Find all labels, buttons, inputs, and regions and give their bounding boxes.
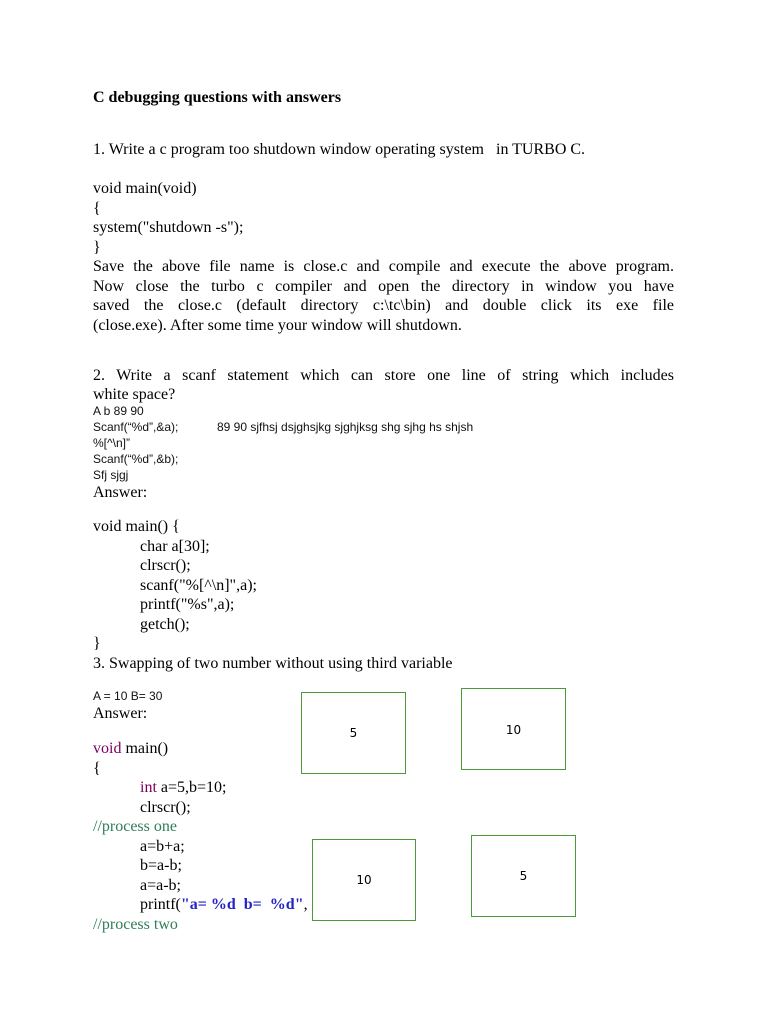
value-box-a-after: 10 (312, 839, 416, 921)
code-comment: //process two (93, 916, 178, 933)
code-line: a=b+a; (140, 838, 185, 855)
note-line: A = 10 B= 30 (93, 689, 163, 703)
answer-label: Answer: (93, 484, 148, 501)
code-line: { (93, 760, 101, 777)
code-line: clrscr(); (140, 557, 191, 574)
code-line: } (93, 635, 101, 652)
code-line: void main(void) (93, 180, 197, 197)
code-line: printf("%s",a); (140, 596, 235, 613)
keyword: int (140, 779, 157, 796)
code-line: { (93, 200, 101, 217)
question-2-cont: white space? (93, 386, 176, 403)
question-2: 2. Write a scanf statement which can store one line of string which includes (93, 367, 674, 384)
note-line: Scanf(“%d”,&b); (93, 452, 179, 466)
page-title: C debugging questions with answers (93, 89, 342, 106)
question-3: 3. Swapping of two number without using third variable (93, 655, 453, 672)
code-line (140, 778, 226, 798)
code-line (140, 895, 308, 915)
value-box-a-before: 5 (301, 692, 406, 774)
code-line: system("shutdown -s"); (93, 219, 244, 236)
value-box-b-after: 5 (471, 835, 576, 917)
note-line: A b 89 90 (93, 404, 144, 418)
note-line: Sfj sjgj (93, 468, 129, 482)
code-line (93, 739, 168, 759)
code-line: char a[30]; (140, 538, 210, 555)
code-line: getch(); (140, 616, 190, 633)
code-text: a=5,b=10; (156, 779, 227, 796)
keyword: void (93, 740, 122, 757)
code-text: printf( (140, 896, 181, 913)
explanation-line: Save the above file name is close.c and compile and execute the above program. (93, 258, 674, 275)
explanation-line: Now close the turbo c compiler and open the directory in window you have (93, 278, 674, 295)
code-line: } (93, 239, 101, 256)
code-string: "a= %d b= %d" (180, 896, 304, 913)
note-line: 89 90 sjfhsj dsjghsjkg sjghjksg shg sjhg hs shjsh (217, 420, 474, 434)
code-line: b=a-b; (140, 857, 182, 874)
code-text: main() (121, 740, 169, 757)
note-line: %[^\n]” (93, 436, 130, 450)
answer-label: Answer: (93, 705, 148, 722)
value-box-label: 10 (505, 723, 522, 737)
explanation-line: (close.exe). After some time your window will shutdown. (93, 317, 462, 334)
code-comment: //process one (93, 818, 177, 835)
code-line: a=a-b; (140, 877, 181, 894)
code-line: clrscr(); (140, 799, 191, 816)
question-1: 1. Write a c program too shutdown window operating system in TURBO C. (93, 141, 586, 158)
code-text: , (303, 896, 308, 913)
note-line: Scanf(“%d”,&a); (93, 420, 179, 434)
value-box-b-before (461, 688, 566, 770)
code-line: scanf("%[^\n]",a); (140, 577, 257, 594)
code-line: void main() { (93, 518, 180, 535)
explanation-line: saved the close.c (default directory c:\tc\bin) and double click its exe file (93, 297, 674, 314)
